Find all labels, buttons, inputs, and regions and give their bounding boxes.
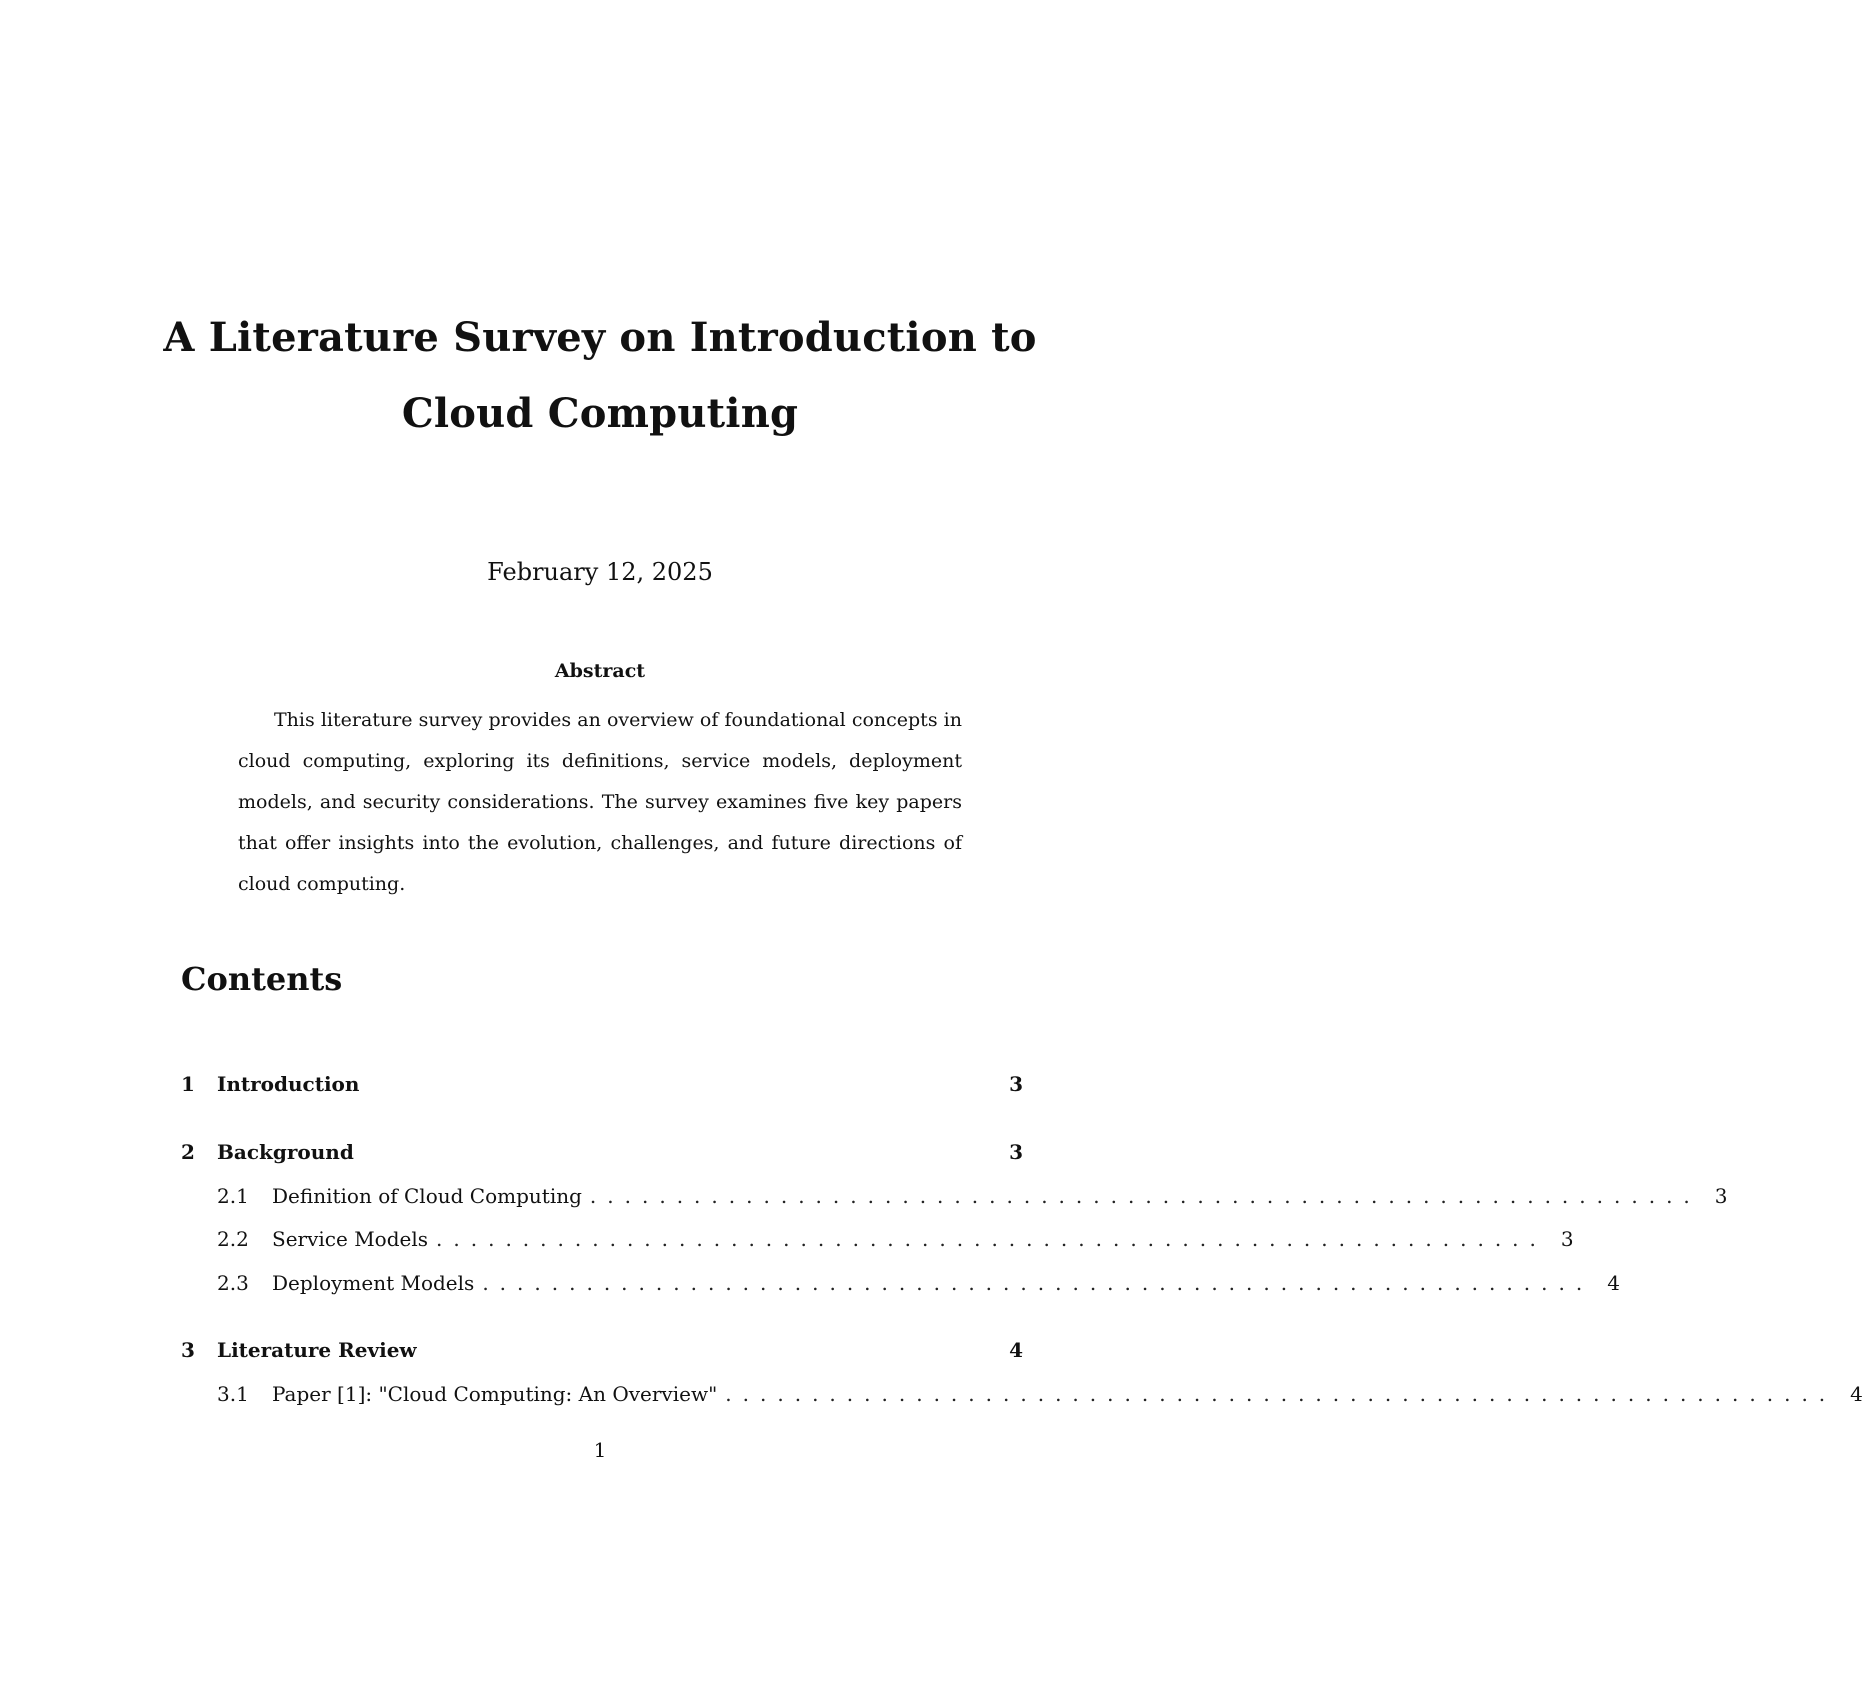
title-line-1: A Literature Survey on Introduction to [163,314,1037,361]
toc-number: 2.3 [217,1271,249,1295]
toc-page-number: 3 [1560,1227,1574,1251]
toc-entry-definition[interactable] [181,1184,1728,1214]
toc-entry-service-models[interactable] [181,1227,1574,1257]
toc-entry-background[interactable] [181,1140,1023,1170]
toc-label: Introduction [217,1072,360,1096]
toc-entry-literature-review[interactable] [181,1338,1023,1368]
toc-label: Literature Review [217,1338,417,1362]
toc-entry-deployment-models[interactable] [181,1271,1620,1301]
toc-page-number: 3 [1009,1072,1023,1096]
toc-entry-paper-1[interactable] [181,1382,1863,1412]
toc-number: 2.1 [217,1184,249,1208]
toc-label: Paper [1]: "Cloud Computing: An Overview" [272,1382,718,1406]
abstract-heading: Abstract [554,660,646,682]
toc-number: 3.1 [217,1382,249,1406]
toc-page-number: 4 [1607,1271,1620,1295]
document-date: February 12, 2025 [487,558,713,586]
toc-leader-dots: ................................................................ [589,1184,1701,1208]
page-number: 1 [593,1438,607,1462]
toc-label: Definition of Cloud Computing [272,1184,582,1208]
title-line-2: Cloud Computing [401,390,799,437]
toc-leader-dots: ................................................................ [482,1271,1594,1295]
contents-heading: Contents [181,960,343,998]
toc-page-number: 3 [1714,1184,1728,1208]
toc-number: 3 [181,1338,195,1362]
toc-entry-introduction[interactable] [181,1072,1023,1102]
toc-page-number: 4 [1850,1382,1863,1406]
abstract-text: This literature survey provides an overview of foundational concepts in cloud computing, exploring its definitions, service models, deployment models, and security considerations. The survey examines five key papers that offer insights into the evolution, challenges, and future directions of cloud computing. [238,709,962,895]
toc-leader-dots: ................................................................ [725,1382,1837,1406]
toc-label: Background [217,1140,354,1164]
toc-number: 2.2 [217,1227,249,1251]
document-title [0,300,1200,452]
toc-label: Deployment Models [272,1271,475,1295]
toc-label: Service Models [272,1227,429,1251]
toc-leader-dots: ................................................................ [436,1227,1547,1251]
toc-number: 1 [181,1072,195,1096]
toc-number: 2 [181,1140,195,1164]
toc-page-number: 3 [1009,1140,1023,1164]
toc-page-number: 4 [1009,1338,1023,1362]
